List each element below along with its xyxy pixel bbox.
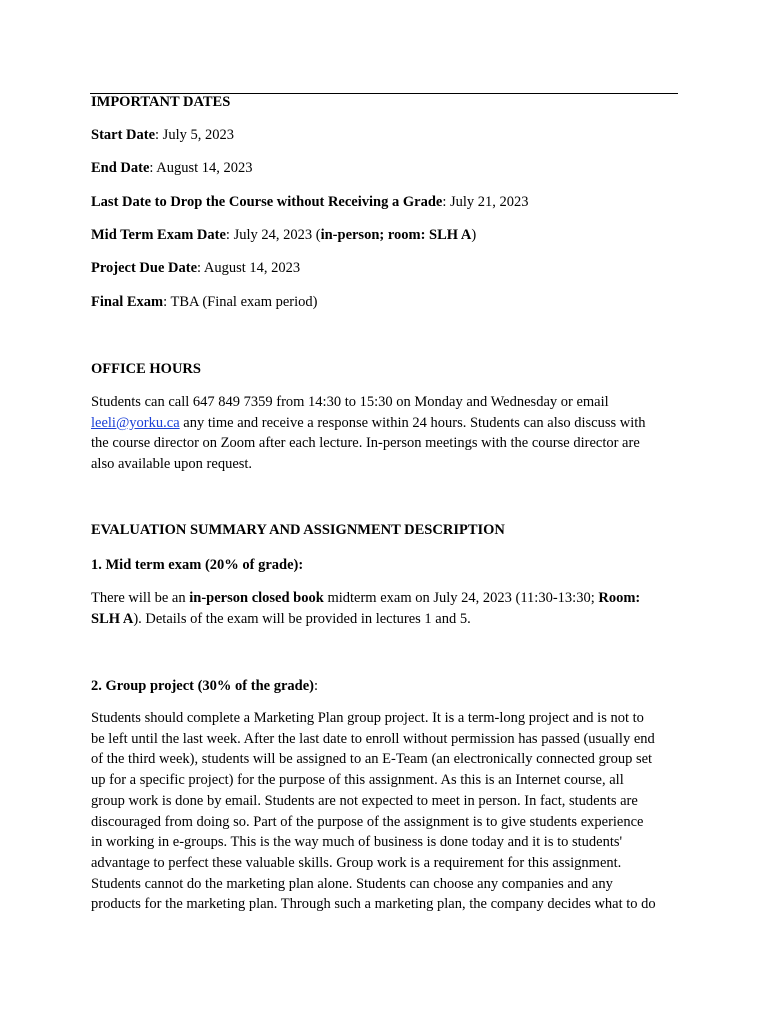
midterm-text: midterm exam on July 24, 2023 (11:30-13:30; (323, 590, 599, 606)
midterm-date-close: ) (471, 227, 477, 243)
midterm-paragraph-line (91, 609, 683, 630)
group-project-line: Students cannot do the marketing plan alone. Students can choose any companies and any (91, 875, 613, 892)
midterm-date-note: in-person; room: SLH A (320, 227, 472, 243)
midterm-paragraph (91, 588, 683, 629)
project-due-date-label: Project Due Date (91, 260, 198, 276)
start-date-line (91, 125, 234, 145)
group-project-paragraph (91, 708, 683, 915)
final-exam-label: Final Exam (91, 294, 164, 310)
office-hours-heading: OFFICE HOURS (91, 361, 201, 377)
midterm-text-bold: in-person closed book (189, 590, 324, 606)
group-project-line: Students should complete a Marketing Plan group project. It is a term-long project and is not to (91, 710, 644, 726)
midterm-title: 1. Mid term exam (20% of grade): (91, 557, 304, 573)
midterm-text-bold: SLH A (91, 610, 134, 627)
last-drop-date-label: Last Date to Drop the Course without Receiving a Grade (91, 194, 443, 210)
group-project-line: group work is done by email. Students are not expected to meet in person. In fact, students are (91, 792, 638, 809)
office-hours-paragraph (91, 392, 683, 475)
evaluation-heading: EVALUATION SUMMARY AND ASSIGNMENT DESCRIPTION (91, 522, 505, 538)
midterm-date-value: : July 24, 2023 ( (225, 227, 321, 243)
office-hours-line: also available upon request. (91, 456, 253, 473)
final-exam-line (91, 292, 317, 312)
group-project-title: 2. Group project (30% of the grade) (91, 678, 314, 694)
midterm-paragraph-line (91, 588, 683, 609)
group-project-line: advantage to perfect these valuable skills. Group work is a requirement for this assignment. (91, 854, 622, 871)
midterm-text: ). Details of the exam will be provided in lectures 1 and 5. (133, 610, 471, 627)
midterm-text-bold: Room: (598, 590, 641, 606)
group-project-title-tail: : (313, 678, 319, 694)
project-due-date-value: : August 14, 2023 (197, 260, 301, 276)
office-hours-line-rest: any time and receive a response within 24 hours. Students can also discuss with (179, 414, 646, 431)
midterm-date-line (91, 225, 476, 245)
email-link[interactable]: leeli@yorku.ca (91, 414, 180, 431)
start-date-label: Start Date (91, 127, 156, 143)
start-date-value: : July 5, 2023 (155, 127, 234, 143)
midterm-text: There will be an (91, 590, 190, 606)
group-project-line: discouraged from doing so. Part of the purpose of the assignment is to give students experience (91, 813, 644, 830)
project-due-date-line (91, 258, 300, 278)
office-hours-line: Students can call 647 849 7359 from 14:30 to 15:30 on Monday and Wednesday or email (91, 394, 609, 410)
midterm-date-label: Mid Term Exam Date (91, 227, 226, 243)
last-drop-date-line (91, 192, 529, 212)
office-hours-line (91, 413, 683, 434)
group-project-line: in working in e-groups. This is the way much of business is done today and it is to students' (91, 834, 623, 851)
important-dates-heading: IMPORTANT DATES (91, 94, 231, 110)
group-project-line: products for the marketing plan. Through such a marketing plan, the company decides what to do (91, 896, 656, 913)
end-date-value: : August 14, 2023 (149, 160, 253, 176)
end-date-label: End Date (91, 160, 150, 176)
group-project-line: be left until the last week. After the last date to enroll without permission has passed (usually end (91, 730, 655, 747)
group-project-title-line (91, 676, 318, 696)
final-exam-value: : TBA (Final exam period) (163, 294, 318, 310)
last-drop-date-value: : July 21, 2023 (442, 194, 529, 210)
group-project-line: up for a specific project) for the purpose of this assignment. As this is an Internet course, all (91, 772, 624, 789)
office-hours-line: the course director on Zoom after each lecture. In-person meetings with the course director are (91, 435, 640, 452)
group-project-line: of the third week), students will be assigned to an E-Team (an electronically connected group set (91, 751, 653, 768)
end-date-line (91, 158, 253, 178)
